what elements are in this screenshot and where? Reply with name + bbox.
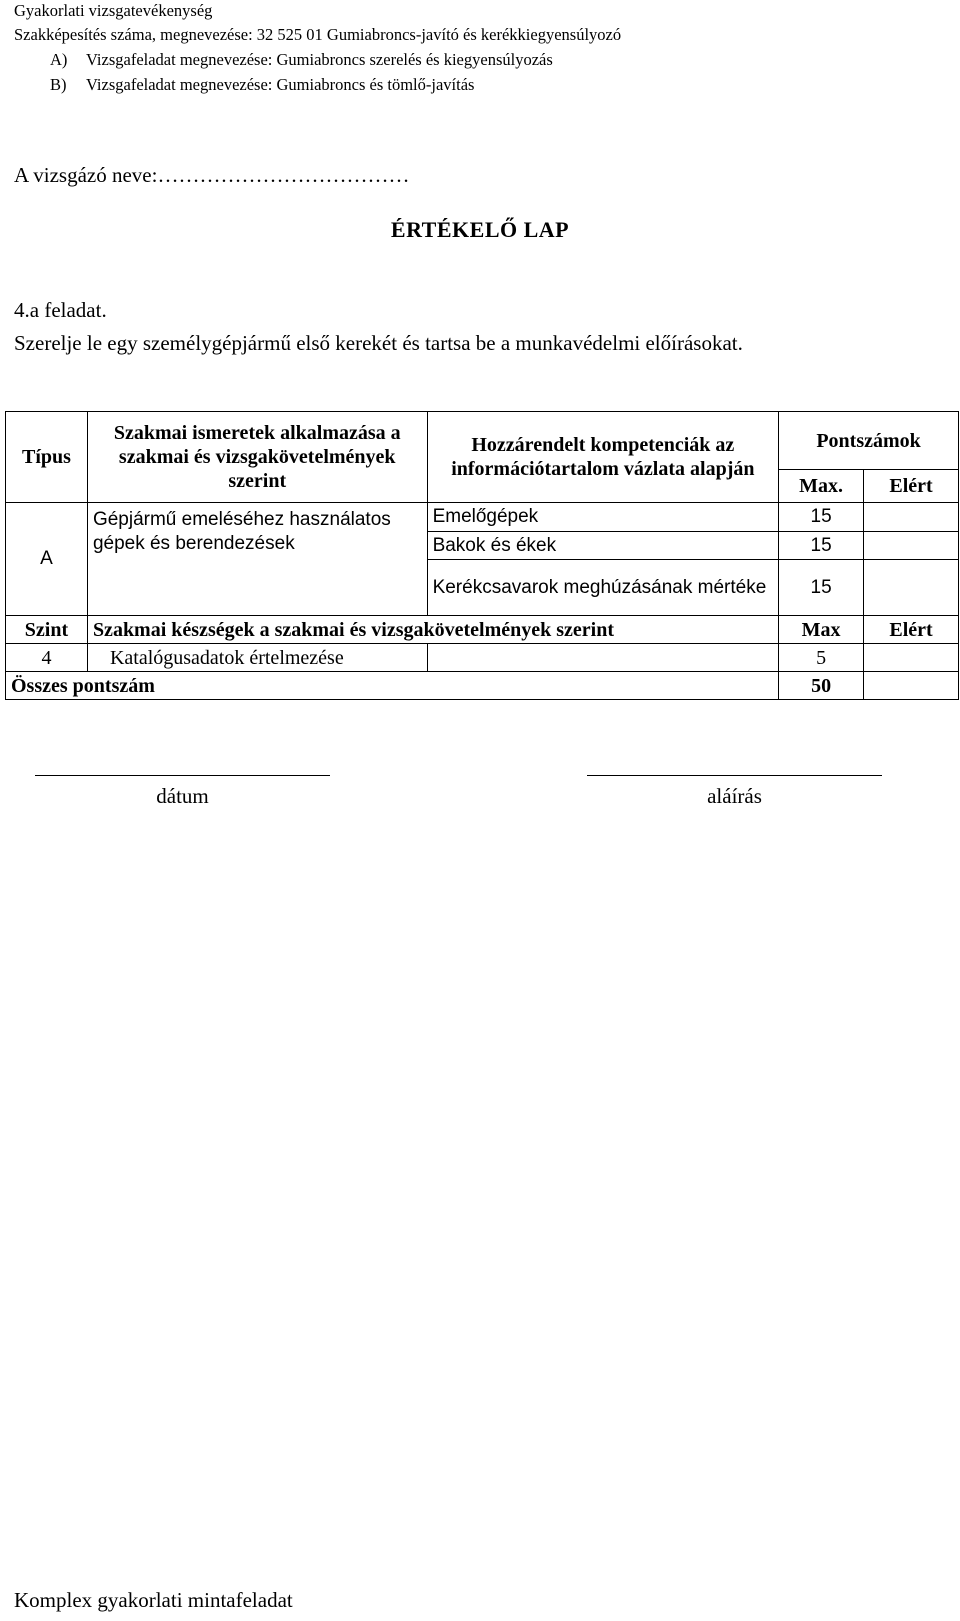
- competence-row-1: Emelőgépek: [427, 503, 779, 532]
- signature-label: aláírás: [707, 784, 762, 808]
- header-line-3: [50, 49, 553, 70]
- skill-row-level: 4: [6, 644, 88, 672]
- header-line-4-letter: B): [50, 75, 67, 94]
- header-line-3-letter: A): [50, 50, 68, 69]
- skills-header-title: Szakmai készségek a szakmai és vizsgakövetelmények szerint: [87, 616, 778, 644]
- skill-row-max: 5: [779, 644, 864, 672]
- total-label: Összes pontszám: [6, 672, 779, 700]
- skill-row-achieved[interactable]: [864, 644, 959, 672]
- header-line-4: [50, 74, 474, 95]
- competence-row-2-max: 15: [779, 532, 864, 560]
- header-type: Típus: [6, 412, 88, 503]
- skill-row-name: Katalógusadatok értelmezése: [87, 644, 427, 672]
- section-a-type: A: [6, 503, 88, 616]
- header-competence: Hozzárendelt kompetenciák az információtartalom vázlata alapján: [427, 412, 779, 503]
- date-line: [35, 775, 330, 776]
- competence-row-1-max: 15: [779, 503, 864, 532]
- task-description: Szerelje le egy személygépjármű első kerekét és tartsa be a munkavédelmi előírásokat.: [14, 331, 743, 355]
- total-achieved[interactable]: [864, 672, 959, 700]
- examinee-dots: ………………………………: [157, 163, 410, 187]
- footer-text: Komplex gyakorlati mintafeladat: [14, 1588, 293, 1612]
- task-number: 4.a feladat.: [14, 298, 107, 322]
- skill-row-spacer: [427, 644, 779, 672]
- header-achieved: Elért: [864, 470, 959, 503]
- competence-row-3: Kerékcsavarok meghúzásának mértéke: [427, 560, 779, 616]
- examinee-label: A vizsgázó neve:: [14, 163, 158, 187]
- skills-header-achieved: Elért: [864, 616, 959, 644]
- signature-line: [587, 775, 882, 776]
- page-title: ÉRTÉKELŐ LAP: [390, 217, 570, 242]
- header-line-1: Gyakorlati vizsgatevékenység: [14, 1, 213, 20]
- skills-header-max: Max: [779, 616, 864, 644]
- header-line-4-text: Vizsgafeladat megnevezése: Gumiabroncs és tömlő-javítás: [86, 75, 475, 94]
- section-a-knowledge: Gépjármű emeléséhez használatos gépek és berendezések: [87, 503, 427, 616]
- header-knowledge: Szakmai ismeretek alkalmazása a szakmai és vizsgakövetelmények szerint: [87, 412, 427, 503]
- competence-row-2-achieved[interactable]: [864, 532, 959, 560]
- skills-header-level: Szint: [6, 616, 88, 644]
- examinee-name-line: [14, 163, 409, 188]
- evaluation-table: [5, 411, 959, 700]
- date-label: dátum: [156, 784, 209, 808]
- header-line-3-text: Vizsgafeladat megnevezése: Gumiabroncs szerelés és kiegyensúlyozás: [86, 50, 553, 69]
- competence-row-2: Bakok és ékek: [427, 532, 779, 560]
- competence-row-3-max: 15: [779, 560, 864, 616]
- competence-row-3-achieved[interactable]: [864, 560, 959, 616]
- header-line-2: Szakképesítés száma, megnevezése: 32 525 01 Gumiabroncs-javító és kerékkiegyensúlyozó: [14, 25, 622, 44]
- total-max: 50: [779, 672, 864, 700]
- header-points: Pontszámok: [779, 412, 959, 470]
- header-max: Max.: [779, 470, 864, 503]
- competence-row-1-achieved[interactable]: [864, 503, 959, 532]
